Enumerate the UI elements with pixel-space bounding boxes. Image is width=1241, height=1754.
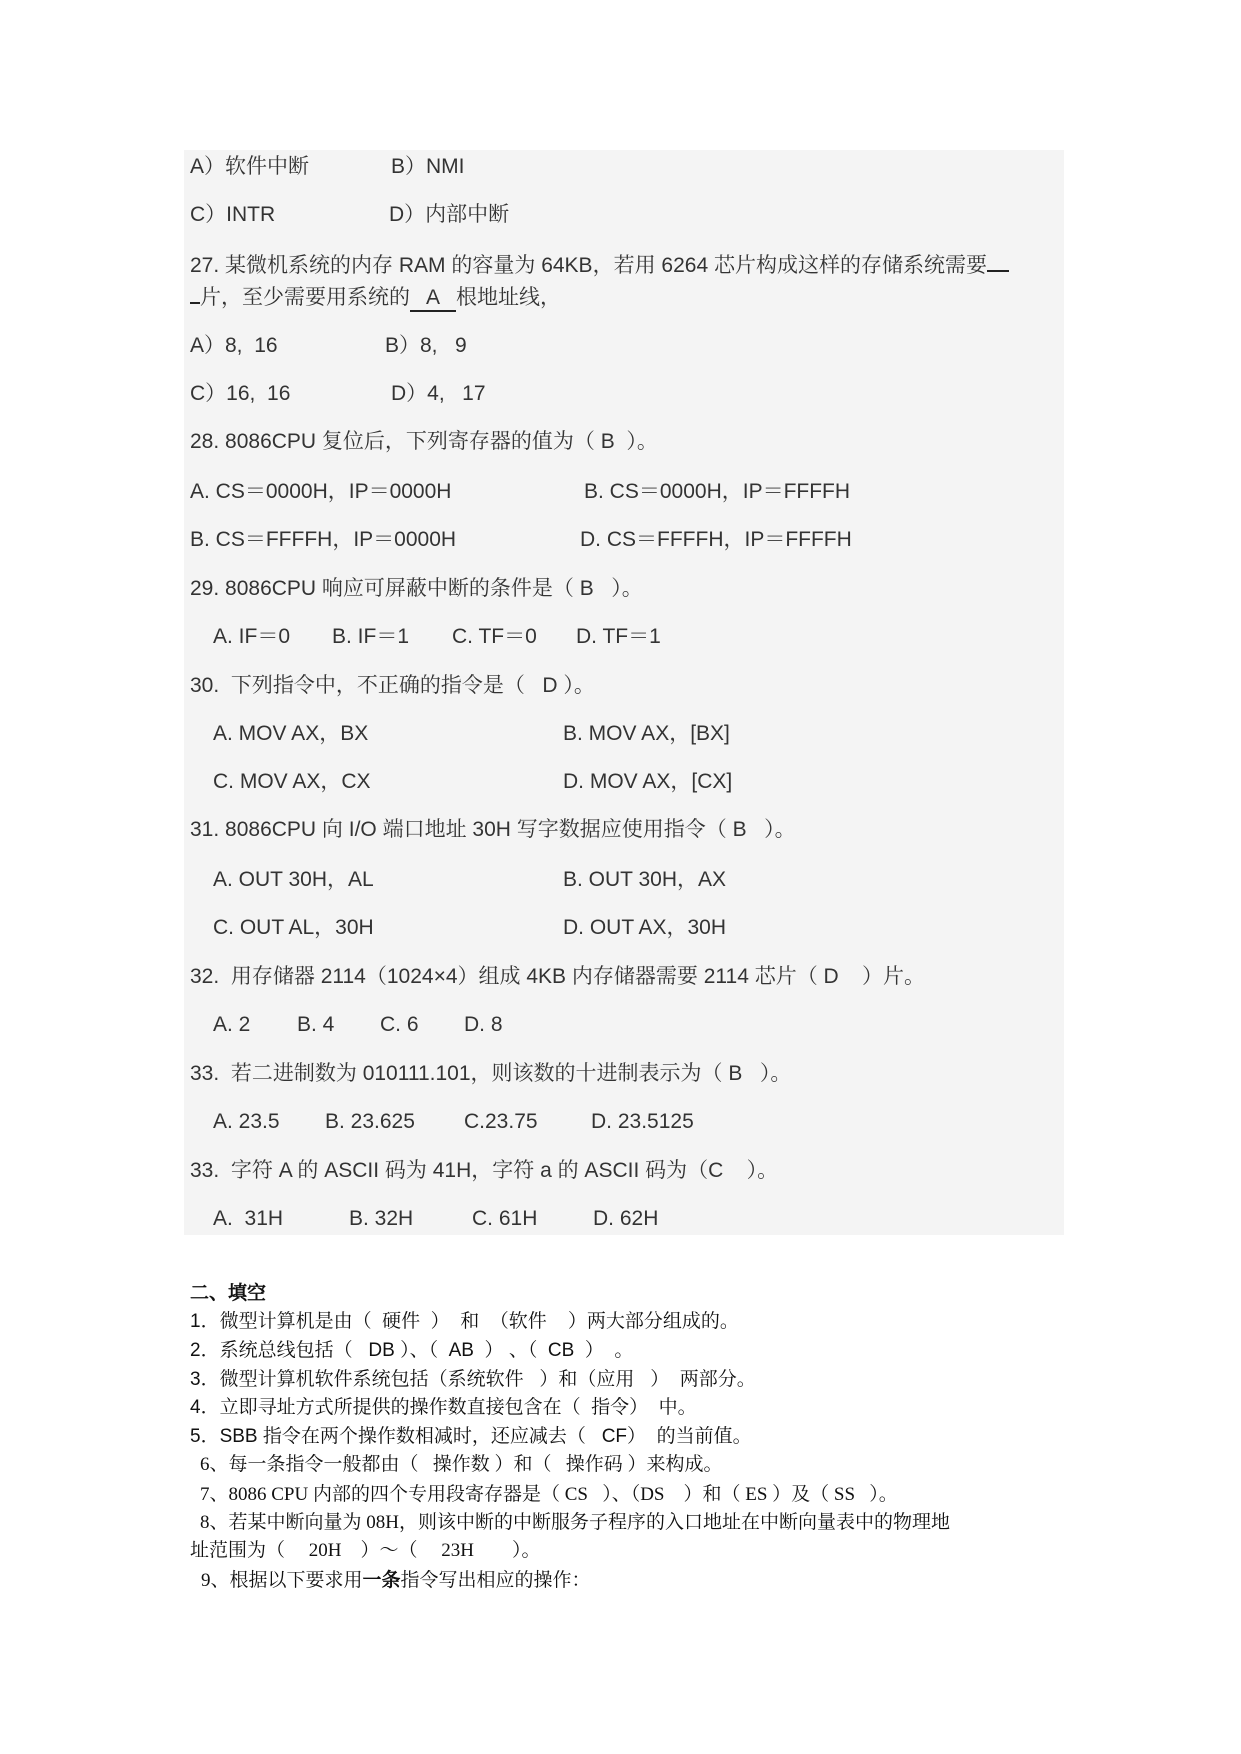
fill-item-8-line2: 址范围为（ 20H ）～（ 23H ）。 <box>190 1540 541 1561</box>
q31-option-a: A. OUT 30H，AL <box>213 868 374 891</box>
q33-ascii-option-d: D. 62H <box>593 1207 659 1230</box>
q30-stem: 30. 下列指令中，不正确的指令是（ D ）。 <box>190 674 595 697</box>
q29-stem: 29. 8086CPU 响应可屏蔽中断的条件是（ B ）。 <box>190 577 643 600</box>
q33-option-d: D. 23.5125 <box>591 1110 694 1133</box>
q27-stem-text-end: 根地址线， <box>456 286 562 309</box>
q31-option-b: B. OUT 30H，AX <box>563 868 726 891</box>
q26-option-b: B）NMI <box>391 155 465 178</box>
q32-option-b: B. 4 <box>297 1013 335 1036</box>
q29-option-c: C. TF＝0 <box>452 625 537 648</box>
q26-option-c: C）INTR <box>190 203 276 226</box>
q33-ascii-stem: 33. 字符 A 的 ASCII 码为 41H，字符 a 的 ASCII 码为（C ）。 <box>190 1159 779 1182</box>
q33-option-a: A. 23.5 <box>213 1110 280 1133</box>
q33-stem: 33. 若二进制数为 010111.101，则该数的十进制表示为（ B ）。 <box>190 1062 792 1085</box>
fill-item-7: 7、8086 CPU 内部的四个专用段寄存器是（ CS ）、（DS ）和（ ES ）及（ SS ）。 <box>200 1484 898 1505</box>
q32-stem: 32. 用存储器 2114（1024×4）组成 4KB 内存储器需要 2114 芯片（ D ）片。 <box>190 965 926 988</box>
fill-item-1: 1．微型计算机是由（ 硬件 ） 和 （软件 ）两大部分组成的。 <box>190 1311 739 1332</box>
q27-stem-line1 <box>190 251 1009 281</box>
q28-option-b: B. CS＝0000H，IP＝FFFFH <box>584 480 851 503</box>
q33-option-b: B. 23.625 <box>325 1110 415 1133</box>
fill-item-4: 4．立即寻址方式所提供的操作数直接包含在（ 指令） 中。 <box>190 1397 697 1418</box>
q29-option-a: A. IF＝0 <box>213 625 291 648</box>
q27-option-a: A）8, 16 <box>190 334 278 357</box>
q33-ascii-option-a: A. 31H <box>213 1207 284 1230</box>
q31-option-c: C. OUT AL，30H <box>213 916 374 939</box>
q27-option-b: B）8, 9 <box>385 334 467 357</box>
q31-stem: 31. 8086CPU 向 I/O 端口地址 30H 写字数据应使用指令（ B ）。 <box>190 818 796 841</box>
fill-item-5: 5．SBB 指令在两个操作数相减时，还应减去（ CF） 的当前值。 <box>190 1426 752 1447</box>
fill-item-9-before: 9、根据以下要求用 <box>201 1570 363 1591</box>
fill-item-8-line1: 8、若某中断向量为 08H，则该中断的中断服务子程序的入口地址在中断向量表中的物理地 <box>200 1512 950 1533</box>
q30-option-c: C. MOV AX，CX <box>213 770 371 793</box>
q30-option-b: B. MOV AX，[BX] <box>563 722 730 745</box>
q28-option-c: B. CS＝FFFFH，IP＝0000H <box>190 528 457 551</box>
fill-item-3: 3．微型计算机软件系统包括（系统软件 ）和（应用 ） 两部分。 <box>190 1369 756 1390</box>
q28-stem: 28. 8086CPU 复位后，下列寄存器的值为（ B ）。 <box>190 430 658 453</box>
q30-option-d: D. MOV AX，[CX] <box>563 770 733 793</box>
fill-item-9-bold: 一条 <box>362 1570 401 1591</box>
q28-option-d: D. CS＝FFFFH，IP＝FFFFH <box>580 528 852 551</box>
q27-option-d: D）4, 17 <box>391 382 486 405</box>
q29-option-d: D. TF＝1 <box>576 625 661 648</box>
q32-option-d: D. 8 <box>464 1013 503 1036</box>
q26-option-a: A）软件中断 <box>190 155 310 178</box>
fill-item-2: 2．系统总线包括（ DB ）、（ AB ） 、（ CB ） 。 <box>190 1340 634 1361</box>
fill-item-6: 6、每一条指令一般都由（ 操作数 ）和（ 操作码 ）来构成。 <box>200 1454 723 1475</box>
q26-option-d: D）内部中断 <box>389 203 510 226</box>
q27-option-c: C）16, 16 <box>190 382 291 405</box>
q27-stem-text: 27. 某微机系统的内存 RAM 的容量为 64KB，若用 6264 芯片构成这样的存储系统需要 <box>190 254 987 277</box>
q27-stem-line2 <box>190 283 561 313</box>
section-heading: 二、填空 <box>190 1283 267 1304</box>
q31-option-d: D. OUT AX，30H <box>563 916 726 939</box>
answer-blank <box>190 284 200 304</box>
answer-blank <box>987 252 1009 272</box>
q30-option-a: A. MOV AX，BX <box>213 722 369 745</box>
q33-ascii-option-c: C. 61H <box>472 1207 538 1230</box>
q27-stem-text-start: 片，至少需要用系统的 <box>200 286 410 309</box>
fill-item-9 <box>201 1567 591 1595</box>
q33-ascii-option-b: B. 32H <box>349 1207 414 1230</box>
q27-answer: A <box>410 286 456 312</box>
fill-item-9-after: 指令写出相应的操作： <box>400 1570 591 1591</box>
q33-option-c: C.23.75 <box>464 1110 538 1133</box>
q32-option-c: C. 6 <box>380 1013 419 1036</box>
q32-option-a: A. 2 <box>213 1013 251 1036</box>
q28-option-a: A. CS＝0000H，IP＝0000H <box>190 480 452 503</box>
q29-option-b: B. IF＝1 <box>332 625 410 648</box>
